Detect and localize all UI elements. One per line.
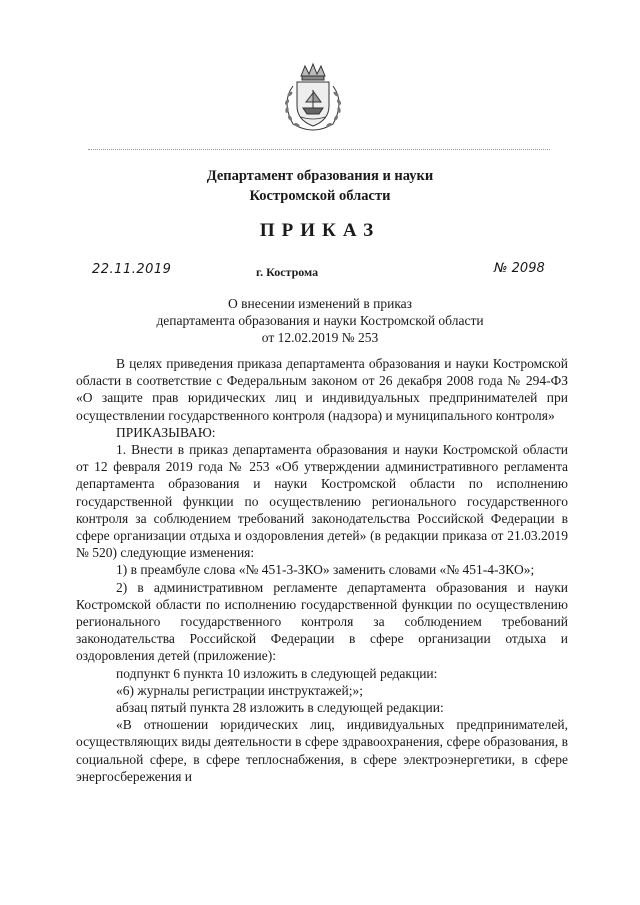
coat-of-arms-emblem bbox=[263, 62, 363, 134]
item-1-paragraph: 1. Внести в приказ департамента образования и науки Костромской области от 12 февраля 2019 года № 253 «Об утверждении административного регламента департамента образования и науки Костромской области по исполнению государственной функции по осуществлению регионального государственного контроля за соблюдением требований законодательства Российской Федерации в сфере организации отдыха и оздоровления детей» (в редакции приказа от 21.03.2019 № 520) следующие изменения: bbox=[76, 442, 568, 561]
handwritten-date: 22.11.2019 bbox=[92, 262, 172, 277]
subject-line: О внесении изменений в приказ bbox=[227, 296, 413, 311]
item-1-1-paragraph: 1) в преамбуле слова «№ 451-3-ЗКО» заменить словами «№ 451-4-ЗКО»; bbox=[116, 562, 535, 578]
preamble-paragraph: В целях приведения приказа департамента образования и науки Костромской области в соответствие с Федеральным законом от 26 декабря 2008 года № 294-ФЗ «О защите прав юридических лиц и индивидуальных предпринимателей при осуществлении государственного контроля (надзора) и муниципального контроля» bbox=[76, 356, 568, 423]
order-word: ПРИКАЗЫВАЮ: bbox=[116, 424, 216, 440]
item-1-2-paragraph: 2) в административном регламенте департамента образования и науки Костромской области по исполнению государственной функции по осуществлению регионального государственного контроля за соблюдением требований законодательства Российской Федерации в сфере организации отдыха и оздоровления детей (приложение): bbox=[76, 579, 568, 664]
handwritten-order-number: № 2098 bbox=[494, 261, 545, 276]
subitem-a-text: «6) журналы регистрации инструктажей;»; bbox=[116, 682, 363, 698]
header-divider bbox=[88, 149, 550, 150]
subject-line: от 12.02.2019 № 253 bbox=[261, 330, 379, 345]
subitem-a-paragraph: подпункт 6 пункта 10 изложить в следующей редакции: bbox=[116, 665, 438, 681]
order-body bbox=[76, 355, 568, 785]
city-name: г. Кострома bbox=[256, 265, 319, 279]
order-subject bbox=[110, 295, 530, 346]
subitem-b-text: «В отношении юридических лиц, индивидуальных предпринимателей, осуществляющих виды деятельности в сфере здравоохранения, сфере образования, в социальной сфере, в сфере теплоснабжения, в сфере электроэнергетики, в сфере энергосбережения и bbox=[76, 717, 568, 784]
department-name-line2: Костромской области bbox=[249, 188, 391, 204]
subitem-b-paragraph: абзац пятый пункта 28 изложить в следующей редакции: bbox=[116, 700, 444, 716]
subject-line: департамента образования и науки Костромской области bbox=[156, 313, 484, 328]
department-name-line1: Департамент образования и науки bbox=[206, 168, 434, 184]
document-type-title: ПРИКАЗ bbox=[259, 220, 381, 241]
